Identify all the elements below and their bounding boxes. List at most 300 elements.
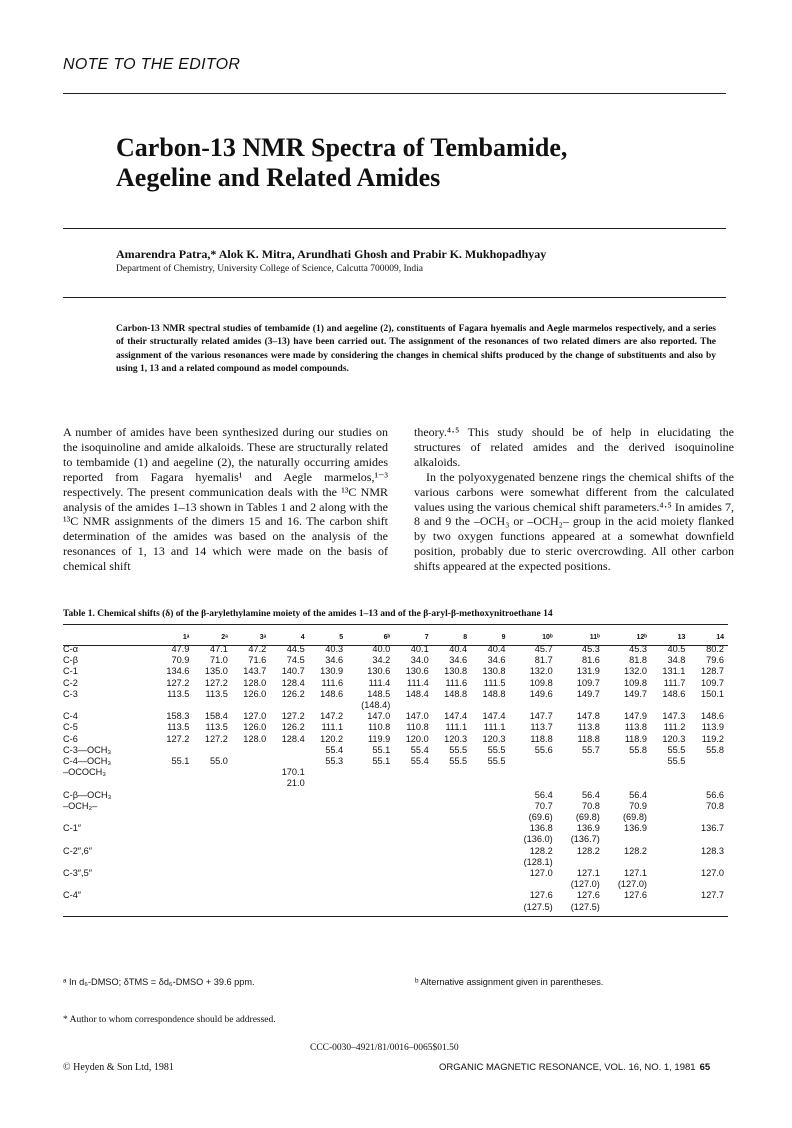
table-cell [232, 879, 270, 890]
table-cell: 113.8 [577, 722, 600, 733]
table-cell: 127.0 [701, 868, 724, 879]
table-cell: 111.6 [321, 677, 344, 688]
table-cell: 118.9 [624, 733, 647, 744]
table-row [63, 823, 728, 834]
table-cell [651, 801, 689, 812]
row-label: C-1 [63, 666, 78, 677]
table-cell: 80.2 [706, 644, 724, 654]
table-cell: 56.4 [629, 789, 647, 800]
table-cell [270, 745, 308, 756]
row-label: C-3—OCH₃ [63, 744, 112, 755]
table-cell: 147.8 [576, 711, 600, 722]
table-cell [155, 902, 193, 913]
table-cell: 147.4 [482, 711, 506, 722]
table-cell [471, 879, 509, 890]
table-row [63, 902, 728, 913]
table-cell: 34.0 [410, 655, 429, 666]
table-cell [471, 857, 509, 868]
table-cell: 120.0 [405, 733, 429, 744]
table-row [63, 666, 728, 677]
table-row [63, 678, 728, 689]
table-cell [193, 778, 231, 789]
table-cell [309, 902, 347, 913]
table-cell: 40.4 [487, 644, 506, 654]
table-cell [689, 767, 728, 778]
table-cell: 134.6 [166, 666, 190, 677]
table-cell [155, 790, 193, 801]
table-cell: 56.4 [581, 789, 600, 800]
table-cell [433, 801, 471, 812]
table-cell: 119.2 [701, 733, 724, 744]
row-label: C-3″,5″ [63, 868, 92, 879]
table-cell: 128.0 [243, 733, 267, 744]
table-cell: 126.0 [243, 688, 267, 699]
table-footnote-a: ᵃ In d₆-DMSO; δTMS = δd₆-DMSO + 39.6 ppm. [63, 977, 255, 987]
table-cell [193, 868, 231, 879]
table-cell [270, 823, 308, 834]
table-cell [347, 812, 394, 823]
table-cell [155, 801, 193, 812]
table-row [63, 767, 728, 778]
table-cell: (127.5) [570, 901, 600, 912]
table-cell [347, 823, 394, 834]
table-cell: 70.9 [171, 655, 190, 666]
table-header-cell: 8 [463, 633, 468, 641]
table-cell: 120.3 [444, 733, 468, 744]
table-cell: 136.8 [529, 823, 553, 834]
table-cell [270, 879, 308, 890]
table-cell [394, 700, 432, 711]
table-cell [433, 890, 471, 901]
table-cell: 113.8 [624, 722, 647, 733]
table-row [63, 790, 728, 801]
table-cell: 136.9 [576, 823, 600, 834]
table-cell [347, 767, 394, 778]
body-paragraph: In the polyoxygenated benzene rings the chemical shifts of the various carbons were somewhat different from the calculated values using the various chemical shift parameters.⁴⋅⁵ In amides 7, 8 and 9 the –OCH₃ or –OCH₂– group in the acid moiety flanked by two oxygen functions appeared at a somewhat downfield position, probably due to steric overcrowding. All other carbon shifts appeared at the expected positions. [414, 469, 734, 574]
table-cell [651, 846, 689, 857]
table-cell: 127.6 [624, 890, 647, 901]
table-cell: 128.2 [529, 845, 553, 856]
table-cell: 132.0 [624, 666, 647, 677]
table-cell [471, 790, 509, 801]
table-cell [510, 700, 557, 711]
table-cell: 120.2 [320, 733, 344, 744]
journal-line [439, 1062, 710, 1073]
table-cell: 40.3 [325, 644, 344, 654]
table-cell: 111.4 [407, 677, 429, 688]
table-cell: 148.6 [320, 688, 344, 699]
table-row [63, 846, 728, 857]
table-cell: 55.4 [325, 744, 344, 755]
table-cell [471, 868, 509, 879]
table-cell [433, 700, 471, 711]
table-cell: 147.3 [662, 711, 686, 722]
table-cell: 55.1 [372, 744, 391, 755]
table-cell: 40.5 [667, 644, 686, 654]
table-cell: 128.7 [701, 666, 724, 677]
table-cell [193, 834, 231, 845]
chemical-shift-table [63, 632, 728, 913]
table-cell: 148.6 [701, 711, 724, 722]
table-cell [604, 857, 651, 868]
row-label: C-4 [63, 711, 78, 722]
table-cell [651, 890, 689, 901]
table-cell: 70.8 [581, 800, 600, 811]
table-cell [557, 857, 604, 868]
journal-name: ORGANIC MAGNETIC RESONANCE, VOL. 16, NO. 1, 1981 [439, 1062, 696, 1073]
table-cell: 120.3 [662, 733, 686, 744]
table-cell [651, 823, 689, 834]
row-label [63, 902, 155, 913]
table-cell [309, 846, 347, 857]
row-label: C-6 [63, 733, 78, 744]
table-cell [510, 767, 557, 778]
row-label: C-2 [63, 677, 78, 688]
table-cell [232, 834, 270, 845]
table-cell [433, 778, 471, 789]
table-cell: 131.1 [662, 666, 686, 677]
table-cell: 149.6 [529, 688, 553, 699]
table-cell [193, 700, 231, 711]
table-cell [193, 902, 231, 913]
table-cell: 70.9 [629, 800, 647, 811]
table-cell: 158.4 [204, 711, 228, 722]
table-cell: 130.9 [320, 666, 344, 677]
table-cell [394, 834, 432, 845]
table-cell [471, 890, 509, 901]
table-cell: (128.1) [523, 856, 553, 867]
table-cell: 126.2 [281, 688, 305, 699]
table-cell: (69.6) [528, 812, 553, 823]
table-cell: 34.6 [325, 655, 344, 666]
table-header-cell: 3ᵃ [259, 633, 267, 641]
authors: Amarendra Patra,* Alok K. Mitra, Arundhati Ghosh and Prabir K. Mukhopadhyay [116, 247, 547, 261]
table-cell [193, 767, 231, 778]
row-label [63, 834, 155, 845]
table-cell: 55.6 [534, 744, 553, 755]
table-cell [433, 902, 471, 913]
table-cell: 111.1 [321, 722, 344, 733]
table-cell: 127.2 [204, 733, 228, 744]
table-cell [309, 812, 347, 823]
row-label: C-2″,6″ [63, 845, 92, 856]
table-cell: 170.1 [281, 767, 305, 778]
table-cell: 110.8 [367, 722, 391, 733]
table-cell: 47.1 [209, 644, 228, 654]
table-cell: 111.1 [445, 722, 468, 733]
table-cell: 113.5 [167, 722, 190, 733]
table-cell: 55.8 [706, 744, 724, 755]
table-cell: 127.2 [166, 733, 190, 744]
table-cell: 127.7 [701, 890, 724, 901]
table-cell: 40.0 [372, 644, 391, 654]
table-cell [193, 823, 231, 834]
table-row [63, 834, 728, 845]
table-cell [394, 902, 432, 913]
table-cell [394, 879, 432, 890]
table-cell [651, 879, 689, 890]
table-cell [689, 902, 728, 913]
article-code: CCC-0030–4921/81/0016–0065$01.50 [310, 1043, 459, 1053]
table-cell [651, 834, 689, 845]
table-cell: 130.6 [367, 666, 391, 677]
table-cell [232, 812, 270, 823]
table-cell: 55.1 [372, 756, 391, 767]
table-header-cell: 7 [424, 633, 429, 641]
table-cell [232, 756, 270, 767]
table-header-cell: 12ᵇ [636, 633, 647, 641]
table-row [63, 890, 728, 901]
table-cell [155, 778, 193, 789]
table-cell: 118.8 [530, 733, 553, 744]
table-cell: 135.0 [204, 666, 228, 677]
table-cell [270, 756, 308, 767]
table-cell [347, 834, 394, 845]
table-cell: 113.5 [205, 722, 228, 733]
row-label [63, 812, 155, 823]
table-cell [347, 778, 394, 789]
table-row [63, 689, 728, 700]
table-row [63, 644, 728, 655]
table-cell: 113.7 [530, 722, 553, 733]
table-cell [394, 812, 432, 823]
table-cell: 81.7 [534, 655, 553, 666]
table-cell: 45.3 [581, 644, 600, 654]
table-cell [232, 700, 270, 711]
table-cell: (127.5) [523, 901, 553, 912]
table-cell [270, 790, 308, 801]
row-label: –OCOCH₃ [63, 767, 107, 778]
section-label: NOTE TO THE EDITOR [63, 56, 241, 73]
table-cell [471, 834, 509, 845]
table-cell [394, 767, 432, 778]
table-cell: 127.0 [529, 868, 553, 879]
table-cell [309, 890, 347, 901]
table-cell: 45.7 [534, 644, 553, 654]
table-cell: 128.4 [281, 677, 305, 688]
table-cell [651, 857, 689, 868]
table-cell: 127.6 [576, 890, 600, 901]
table-cell [270, 868, 308, 879]
table-cell [193, 812, 231, 823]
table-cell [347, 879, 394, 890]
abstract: Carbon-13 NMR spectral studies of tembamide (1) and aegeline (2), constituents of Fagara hyemalis and Aegle marmelos respectively, and a series of their structurally related amides (3–13) have been carried out. The assignment of the resonances of two related dimers are also reported. The assignment of the various resonances were made by considering the changes in chemical shifts produced by the change of substituents and also by using 1, 13 and a related compound as model compounds. [116, 324, 716, 375]
table-cell [270, 846, 308, 857]
affiliation: Department of Chemistry, University College of Science, Calcutta 700009, India [116, 264, 424, 274]
row-label: C-α [63, 644, 79, 654]
table-row [63, 734, 728, 745]
table-cell [309, 790, 347, 801]
row-label: C-3 [63, 688, 78, 699]
table-cell [309, 857, 347, 868]
table-row [63, 868, 728, 879]
table-cell: 126.0 [243, 722, 267, 733]
table-cell [232, 890, 270, 901]
table-cell: 55.5 [487, 744, 506, 755]
table-cell: 132.0 [529, 666, 553, 677]
table-cell [193, 857, 231, 868]
table-cell [193, 846, 231, 857]
table-cell: 55.4 [410, 744, 429, 755]
table-top-rule [63, 624, 728, 625]
table-cell: 127.1 [576, 868, 600, 879]
table-cell [689, 778, 728, 789]
row-label: C-1″ [63, 823, 82, 834]
table-cell [689, 812, 728, 823]
table-cell [347, 902, 394, 913]
table-cell [270, 834, 308, 845]
title-line-2: Aegeline and Related Amides [116, 163, 441, 192]
table-row [63, 700, 728, 711]
table-cell [193, 745, 231, 756]
table-cell [604, 778, 651, 789]
table-cell [394, 778, 432, 789]
table-cell: (69.8) [575, 812, 600, 823]
table-cell [557, 756, 604, 767]
table-cell: 109.8 [529, 677, 553, 688]
table-cell: 128.2 [576, 845, 600, 856]
table-cell [651, 902, 689, 913]
table-cell [433, 767, 471, 778]
table-cell [347, 857, 394, 868]
table-cell [270, 857, 308, 868]
table-cell: 79.6 [706, 655, 724, 666]
table-cell: 131.9 [576, 666, 600, 677]
table-cell: 147.0 [367, 711, 391, 722]
table-cell [193, 790, 231, 801]
table-cell [347, 790, 394, 801]
table-cell: 70.7 [534, 800, 553, 811]
table-cell [689, 857, 728, 868]
table-cell: 126.2 [281, 722, 305, 733]
table-cell: 56.4 [534, 789, 553, 800]
table-cell: 127.2 [281, 711, 305, 722]
table-cell: 34.6 [449, 655, 468, 666]
table-cell [651, 767, 689, 778]
table-cell: 111.2 [663, 722, 686, 733]
table-header-cell [63, 632, 155, 644]
table-cell [347, 890, 394, 901]
title-line-1: Carbon-13 NMR Spectra of Tembamide, [116, 133, 568, 162]
table-cell: 149.7 [576, 688, 600, 699]
table-cell [309, 767, 347, 778]
table-cell [604, 767, 651, 778]
table-cell: 128.0 [243, 677, 267, 688]
table-cell [347, 801, 394, 812]
table-cell [232, 778, 270, 789]
table-cell: 34.8 [667, 655, 686, 666]
table-cell: 111.5 [483, 677, 506, 688]
table-cell [510, 778, 557, 789]
table-cell [155, 890, 193, 901]
table-cell [651, 790, 689, 801]
table-cell [471, 902, 509, 913]
row-label: C-5 [63, 722, 78, 733]
table-cell: 158.3 [166, 711, 190, 722]
table-cell [604, 756, 651, 767]
table-row [63, 722, 728, 733]
table-cell [510, 756, 557, 767]
table-cell: 136.7 [701, 823, 724, 834]
table-header-cell: 9 [501, 633, 506, 641]
table-cell: 111.4 [368, 677, 391, 688]
table-cell [309, 879, 347, 890]
correspondence-note: * Author to whom correspondence should be addressed. [63, 1015, 276, 1025]
table-cell: 55.5 [667, 744, 686, 755]
table-title: Table 1. Chemical shifts (δ) of the β-arylethylamine moiety of the amides 1–13 and of the β-aryl-β-methoxynitroethane 14 [63, 609, 553, 619]
table-cell: 34.6 [487, 655, 506, 666]
table-cell: 55.4 [410, 756, 429, 767]
table-cell: 128.3 [701, 845, 724, 856]
table-cell: 148.4 [405, 688, 429, 699]
table-row [63, 655, 728, 666]
table-cell: 55.5 [667, 756, 686, 767]
table-cell: 71.0 [209, 655, 228, 666]
table-cell [394, 801, 432, 812]
table-cell [651, 812, 689, 823]
table-cell: 44.5 [286, 644, 305, 654]
row-label [63, 857, 155, 868]
table-bottom-rule [63, 916, 728, 917]
table-cell [155, 812, 193, 823]
table-cell: (127.0) [617, 879, 647, 890]
table-cell [394, 823, 432, 834]
table-cell: 81.8 [629, 655, 647, 666]
table-cell [433, 790, 471, 801]
table-header-cell: 6ᵇ [383, 633, 391, 641]
table-cell [232, 846, 270, 857]
table-header-cell: 11ᵇ [589, 633, 600, 641]
table-cell: (136.7) [570, 834, 600, 845]
table-cell: 21.0 [286, 778, 305, 789]
table-cell: 109.7 [576, 677, 600, 688]
table-cell: 113.5 [167, 688, 190, 699]
table-cell: 109.8 [624, 677, 647, 688]
table-cell [347, 868, 394, 879]
table-cell: 40.1 [410, 644, 429, 654]
table-cell: 127.6 [529, 890, 553, 901]
table-cell: 81.6 [581, 655, 600, 666]
copyright: © Heyden & Son Ltd, 1981 [63, 1062, 174, 1073]
table-header-cell: 14 [716, 633, 724, 641]
table-cell: 119.9 [367, 733, 391, 744]
table-cell: 147.4 [444, 711, 468, 722]
table-cell [510, 879, 557, 890]
table-cell [471, 823, 509, 834]
table-cell: 74.5 [286, 655, 305, 666]
table-header-cell: 4 [300, 633, 305, 641]
table-cell [232, 902, 270, 913]
table-row [63, 745, 728, 756]
table-cell [270, 902, 308, 913]
table-cell: (127.0) [570, 879, 600, 890]
table-cell: 136.9 [624, 823, 647, 834]
table-cell: 45.3 [629, 644, 647, 654]
article-title [116, 133, 716, 193]
table-cell: (148.4) [361, 700, 391, 711]
table-row [63, 879, 728, 890]
table-cell: 140.7 [281, 666, 305, 677]
table-cell: 71.6 [248, 655, 267, 666]
table-cell: 148.8 [444, 688, 468, 699]
table-cell [433, 857, 471, 868]
table-cell: 113.5 [205, 688, 228, 699]
table-header-cell: 13 [677, 633, 686, 641]
table-cell [651, 778, 689, 789]
table-cell [471, 778, 509, 789]
table-cell [689, 700, 728, 711]
table-cell [433, 823, 471, 834]
